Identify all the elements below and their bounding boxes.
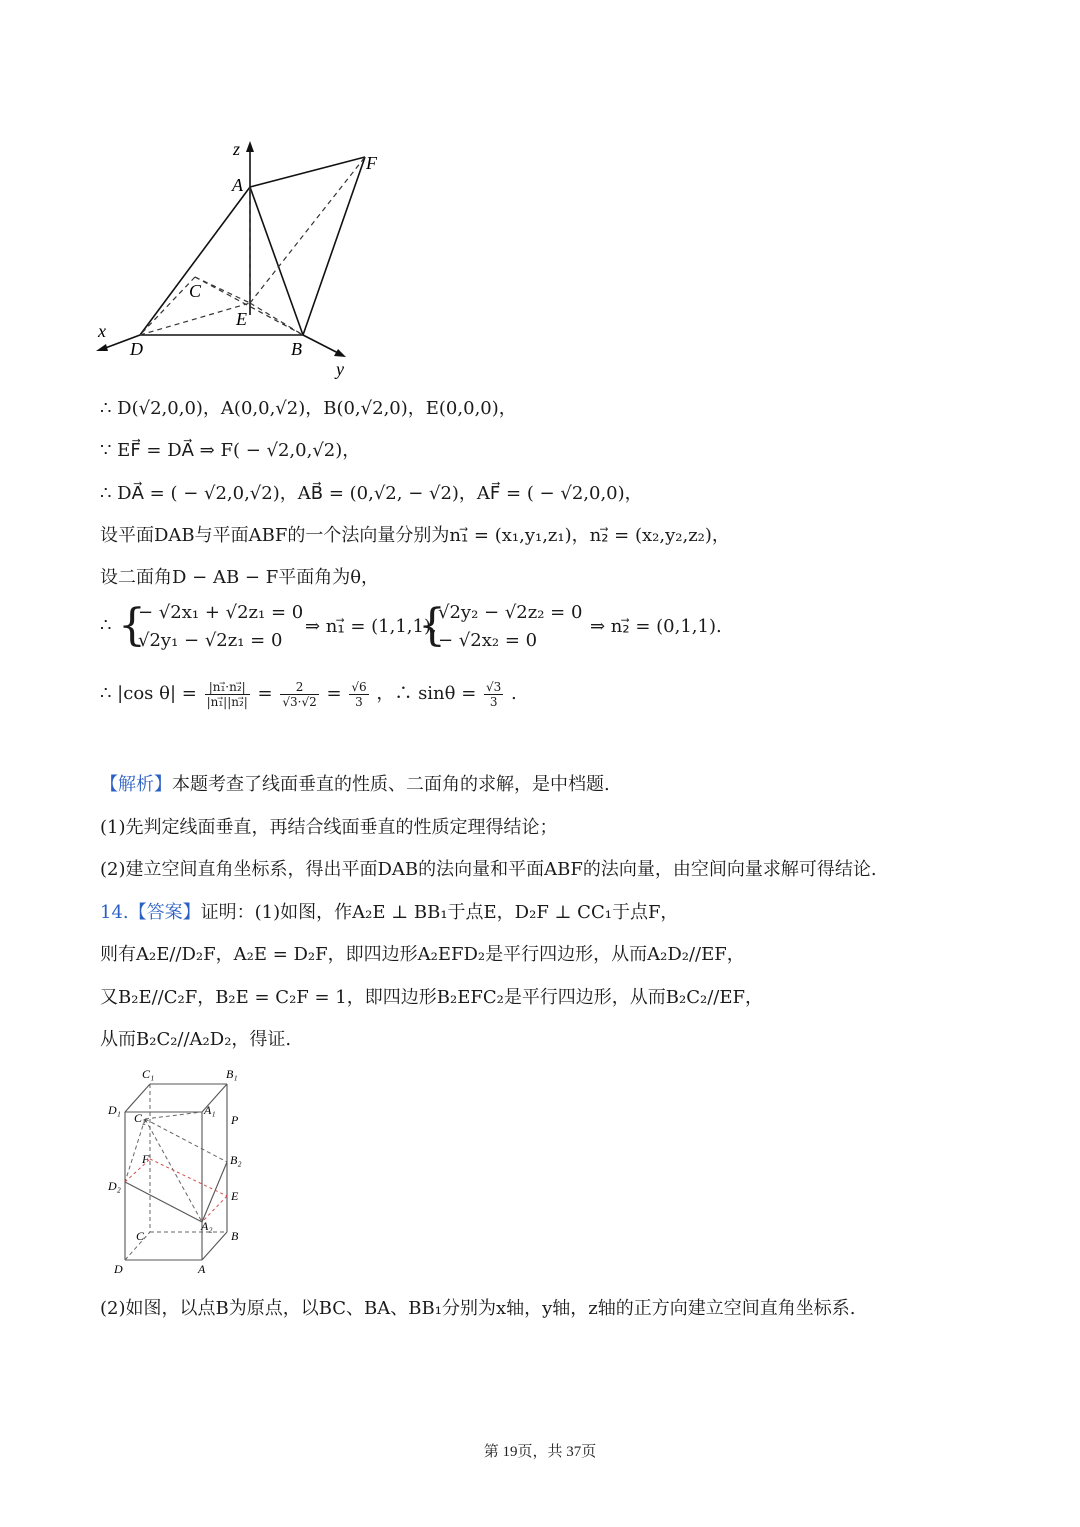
label-D1: D₁ (108, 1103, 121, 1117)
cos-fraction-2: $\frac{2}{√3\cdot√2}$ (282, 679, 317, 709)
z-arrow-icon (246, 141, 254, 152)
normal-vectors-line: 设平面DAB与平面ABF的一个法向量分别为n₁⃗ = (x₁,y₁,z₁)，n₂⃗ = (x₂,y₂,z₂)， (100, 525, 730, 546)
analysis-point1: (1)先判定线面垂直，再结合线面垂直的性质定理得结论； (100, 817, 558, 838)
label-E: E (231, 1189, 239, 1203)
label-A2: A₂ (201, 1219, 213, 1233)
analysis-point2: (2)建立空间直角坐标系，得出平面DAB的法向量和平面ABF的法向量，由空间向量求解可得结论. (100, 859, 877, 880)
q14-line2: 则有A₂E//D₂F，A₂E = D₂F，即四边形A₂EFD₂是平行四边形，从而A₂D₂//EF， (100, 944, 745, 965)
label-x: x (98, 321, 106, 341)
vectors-line: ∴ DA⃗ = ( − √2,0,√2)，AB⃗ = (0,√2, − √2)，AF⃗ = ( − √2,0,0)， (100, 483, 643, 504)
analysis-tag: 【解析】 (100, 774, 172, 795)
cos-sin-line: ∴ |cos θ| = $\frac{\text{|n₁⃗·n₂⃗|}}{\text{|n₁⃗||n₂⃗|}}$ = $\frac{2}{√3\cdot√2}$ = $\frac{√6}{3}$ ，∴ sinθ = $\frac{√3}{3}$ . (100, 679, 517, 709)
page-footer: 第 19页，共 37页 (483, 1444, 597, 1460)
system2-row2: − √2x₂ = 0 (438, 630, 538, 651)
result-n1: ⇒ n₁⃗ = (1,1,1), (305, 616, 437, 637)
coords-points-line: ∴ D(√2,0,0)，A(0,0,√2)，B(0,√2,0)，E(0,0,0)， (100, 398, 517, 419)
label-E: E (236, 309, 247, 329)
label-F: F (366, 153, 377, 173)
label-B1: B₁ (226, 1067, 238, 1081)
result-n2: ⇒ n₂⃗ = (0,1,1). (590, 616, 722, 637)
label-C: C (189, 281, 202, 301)
label-P: P (231, 1113, 239, 1127)
sin-prefix: ，∴ sinθ = (376, 683, 477, 704)
sin-fraction: $\frac{√3}{3}$ (486, 679, 502, 709)
x-arrow-icon (96, 344, 108, 351)
label-C1: C₁ (142, 1067, 155, 1081)
q14-line3: 又B₂E//C₂F，B₂E = C₂F = 1，即四边形B₂EFC₂是平行四边形，从而B₂C₂//EF， (100, 987, 764, 1008)
label-A: A (232, 175, 243, 195)
figure-prism (100, 1062, 260, 1282)
q14-line4: 从而B₂C₂//A₂D₂，得证. (100, 1029, 292, 1050)
dihedral-line: 设二面角D − AB − F平面角为θ， (100, 567, 380, 588)
vector-ef-line: ∵ EF⃗ = DA⃗ ⇒ F( − √2,0,√2)， (100, 440, 361, 461)
label-A: A (198, 1262, 206, 1276)
cos-fraction-1: $\frac{\text{|n₁⃗·n₂⃗|}}{\text{|n₁⃗||n₂⃗|}}$ (206, 679, 248, 709)
q14-line5: (2)如图，以点B为原点，以BC、BA、BB₁分别为x轴，y轴，z轴的正方向建立空间直角坐标系. (100, 1298, 856, 1319)
label-C2: C₂ (134, 1111, 147, 1125)
y-axis (303, 335, 342, 355)
label-C: C (136, 1229, 145, 1243)
analysis-text: 本题考查了线面垂直的性质、二面角的求解，是中档题. (172, 774, 610, 795)
label-D: D (130, 339, 143, 359)
figure-pyramid-axes (90, 135, 420, 385)
q14-tag: 【答案】 (128, 902, 201, 923)
therefore-symbol: ∴ (100, 615, 112, 636)
system1-row1: − √2x₁ + √2z₁ = 0 (138, 602, 304, 623)
system2-row1: √2y₂ − √2z₂ = 0 (438, 602, 583, 623)
label-A1: A₁ (204, 1103, 216, 1117)
cos-fraction-3: $\frac{√6}{3}$ (351, 679, 367, 709)
label-y: y (336, 359, 344, 379)
q14-proof-start: 证明：(1)如图，作A₂E ⊥ BB₁于点E，D₂F ⊥ CC₁于点F， (200, 902, 679, 923)
label-D: D (114, 1262, 123, 1276)
q14-line1 (100, 900, 678, 926)
brace-2: { (418, 600, 446, 651)
label-D2: D₂ (108, 1179, 121, 1193)
label-B2: B₂ (230, 1153, 242, 1167)
q14-number: 14. (100, 902, 129, 923)
brace-1: { (118, 600, 146, 651)
cos-prefix: ∴ |cos θ| = (100, 683, 197, 704)
label-z: z (233, 139, 241, 159)
system1-row2: √2y₁ − √2z₁ = 0 (138, 630, 283, 651)
label-B: B (231, 1229, 239, 1243)
label-B: B (291, 339, 302, 359)
analysis-line (100, 772, 610, 798)
y-arrow-icon (334, 349, 346, 357)
label-F: F (142, 1152, 150, 1166)
